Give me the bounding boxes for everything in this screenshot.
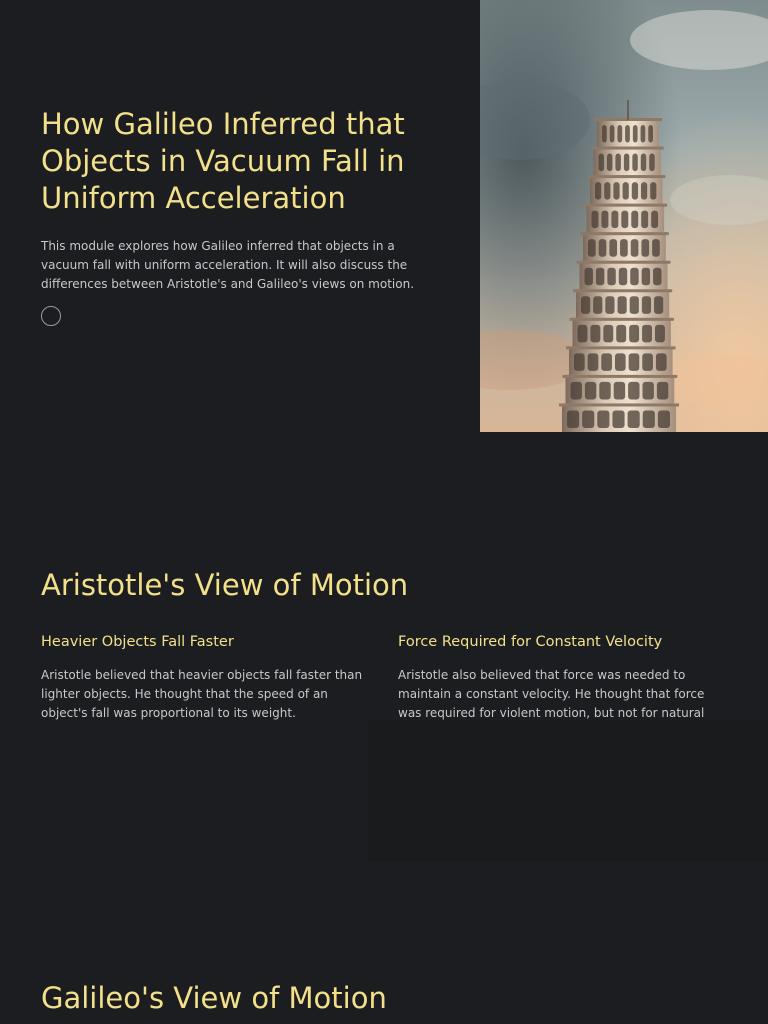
page-title: How Galileo Inferred that Objects in Vacuum Fall in Uniform Acceleration (41, 107, 405, 215)
card-heading: Heavier Objects Fall Faster (41, 634, 234, 650)
circle-icon[interactable] (41, 306, 61, 326)
placeholder-panel (368, 720, 768, 862)
card-body: Aristotle also believed that force was needed to maintain a constant velocity. He thought that force was required for violent motion, but not for natural (398, 668, 705, 720)
aristotle-section-title: Aristotle's View of Motion (41, 568, 409, 602)
galileo-section-title: Galileo's View of Motion (41, 981, 387, 1015)
card-heavier-objects (41, 632, 367, 723)
card-heading: Force Required for Constant Velocity (398, 634, 663, 650)
module-description: This module explores how Galileo inferred that objects in a vacuum fall with uniform acceleration. It will also discuss the differences between Aristotle's and Galileo's views on motion. (41, 239, 415, 291)
leaning-tower-image (480, 0, 768, 432)
card-body: Aristotle believed that heavier objects fall faster than lighter objects. He thought that the speed of an object's fall was proportional to its weight. (41, 668, 363, 720)
